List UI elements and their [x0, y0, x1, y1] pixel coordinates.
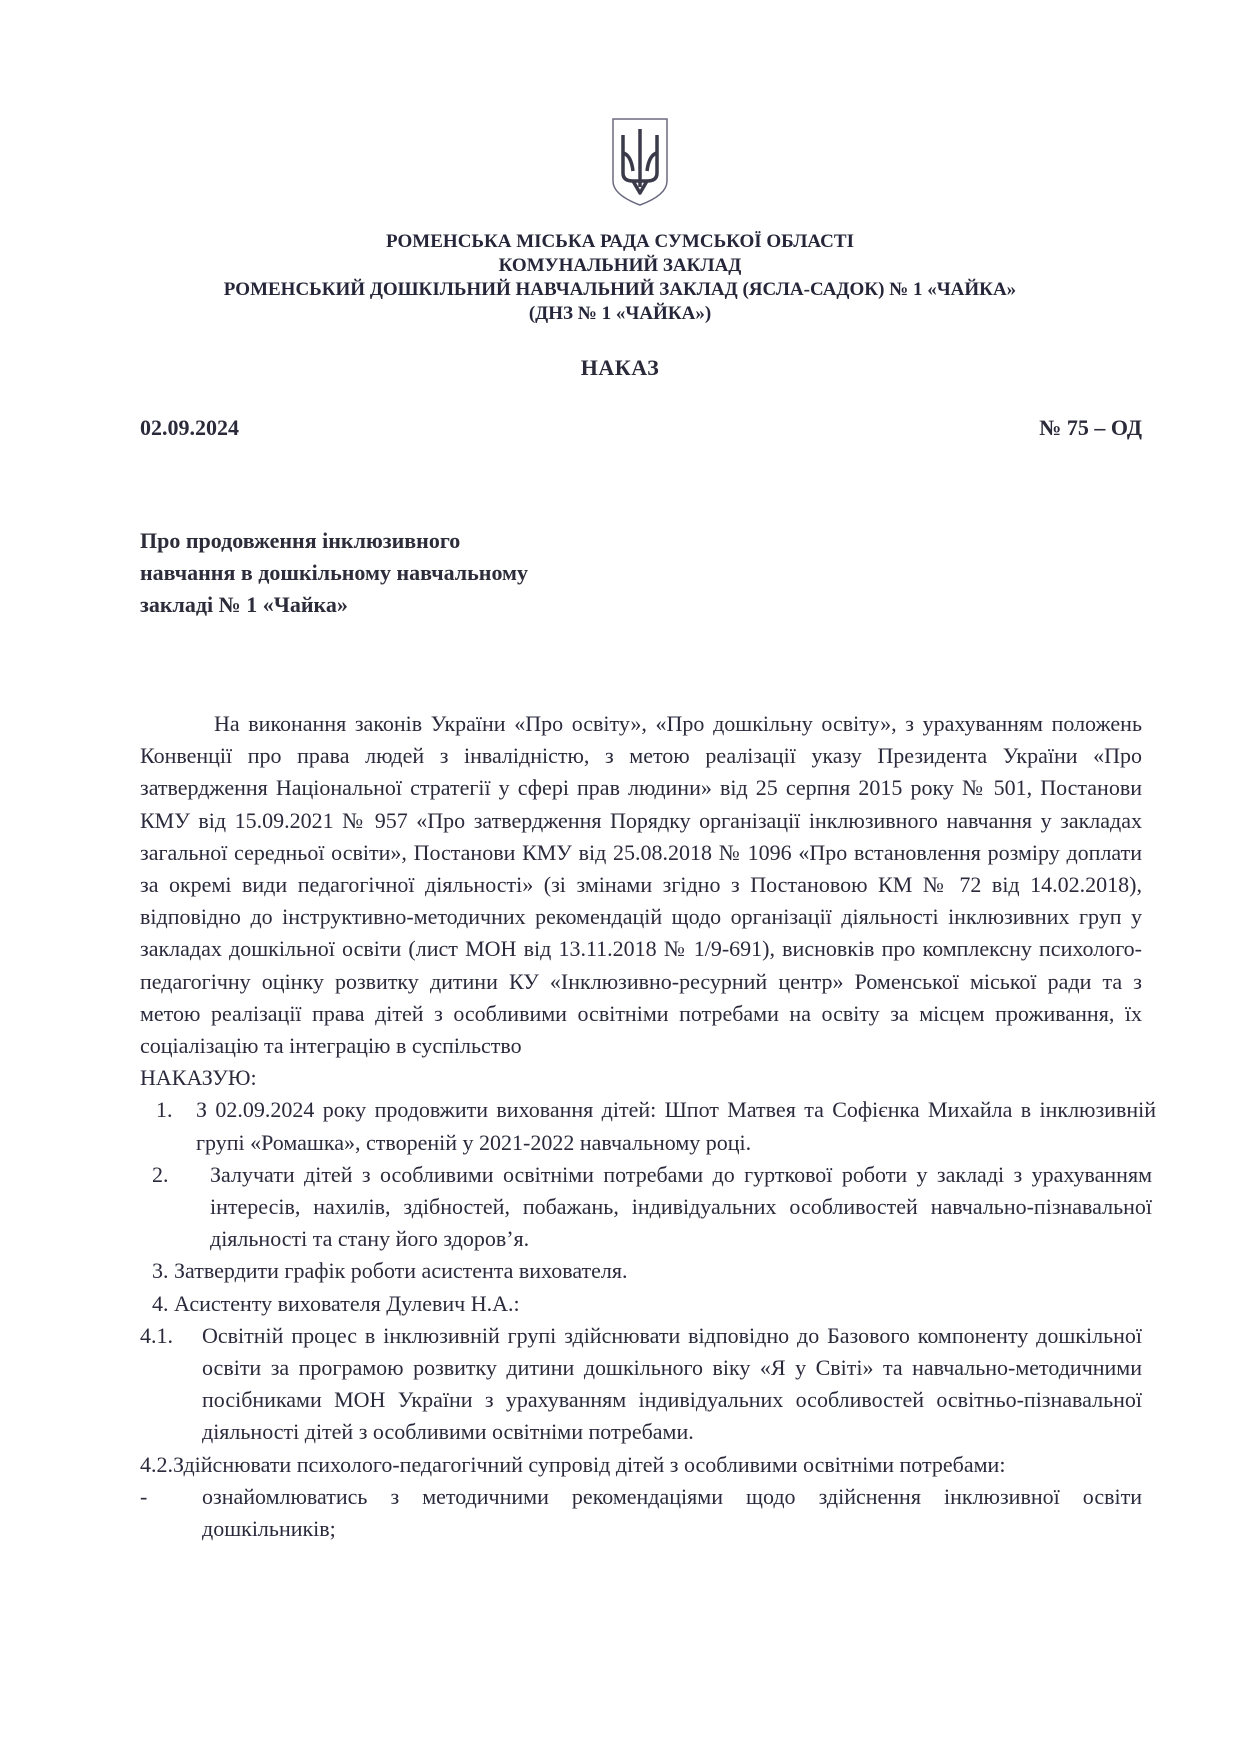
- document-date: 02.09.2024: [140, 415, 239, 440]
- preamble-paragraph: На виконання законів України «Про освіту», «Про дошкільну освіту», з урахуванням положень Конвенції про права людей з інвалідністю, з метою реалізації указу Президента України «Про затвердження Національної стратегії у сфері прав людини» від 25 серпня 2015 року № 501, Постанови КМУ від 15.09.2021 № 957 «Про затвердження Порядку організації інклюзивного навчання у закладах загальної середньої освіти», Постанови КМУ від 25.08.2018 № 1096 «Про встановлення розміру доплати за окремі види педагогічної діяльності» (зі змінами згідно з Постановою КМ № 72 від 14.02.2018), відповідно до інструктивно-методичних рекомендацій щодо організації діяльності інклюзивних груп у закладах дошкільної освіти (лист МОН від 13.11.2018 № 1/9-691), висновків про комплексну психолого-педагогічну оцінку розвитку дитини КУ «Інклюзивно-ресурний центр» Роменської міської ради та з метою реалізації права дітей з особливими освітніми потребами на освіту за місцем проживання, їх соціалізацію та інтеграцію в суспільство: [140, 711, 1142, 1059]
- document-type-title: НАКАЗ: [580, 355, 660, 380]
- header-line-type: КОМУНАЛЬНИЙ ЗАКЛАД: [498, 255, 742, 276]
- header-line-institution: РОМЕНСЬКИЙ ДОШКІЛЬНИЙ НАВЧАЛЬНИЙ ЗАКЛАД (ЯСЛА-САДОК) № 1 «ЧАЙКА»: [223, 279, 1017, 300]
- document-number: № 75 – ОД: [1039, 415, 1142, 440]
- coat-of-arms-trident-icon: [611, 115, 669, 207]
- institution-header: [0, 230, 1240, 326]
- item-text: Залучати дітей з особливими освітніми потребами до гурткової роботи у закладі з урахуванням інтересів, нахилів, здібностей, побажань, індивідуальних особливостей навчально-пізнавальної діяльності та стану його здоров’я.: [210, 1161, 1152, 1252]
- order-item: [140, 1159, 1152, 1256]
- document-body: [140, 708, 1156, 1545]
- item-number: 2.: [152, 1161, 169, 1187]
- order-item: [140, 1255, 1142, 1287]
- order-subitem: [140, 1449, 1142, 1481]
- order-word: НАКАЗУЮ:: [140, 1065, 257, 1091]
- item-text: Здійснювати психолого-педагогічний супровід дітей з особливими освітніми потребами:: [173, 1451, 1006, 1477]
- order-item: [140, 1094, 1156, 1158]
- item-number: 4.1.: [140, 1322, 173, 1348]
- order-item: [140, 1288, 1142, 1320]
- item-number: 4.: [152, 1290, 169, 1316]
- item-text: Затвердити графік роботи асистента вихователя.: [174, 1258, 628, 1284]
- item-text: З 02.09.2024 року продовжити виховання дітей: Шпот Матвея та Софієнка Михайла в інклюзивній групі «Ромашка», створеній у 2021-2022 навчальному році.: [196, 1097, 1156, 1155]
- document-subject: [140, 525, 660, 621]
- item-number: 3.: [152, 1258, 169, 1284]
- item-text: Асистенту вихователя Дулевич Н.А.:: [174, 1290, 520, 1316]
- order-subitem: [140, 1320, 1142, 1449]
- subject-line: Про продовження інклюзивного: [140, 528, 461, 553]
- item-text: ознайомлюватись з методичними рекомендаціями щодо здійснення інклюзивної освіти дошкільників;: [202, 1483, 1142, 1542]
- subject-line: закладі № 1 «Чайка»: [140, 592, 348, 617]
- subject-line: навчання в дошкільному навчальному: [140, 560, 529, 585]
- item-number: 1.: [156, 1097, 173, 1123]
- header-line-abbr: (ДНЗ № 1 «ЧАЙКА»): [528, 303, 712, 324]
- bullet-dash: -: [140, 1483, 148, 1509]
- item-text: Освітній процес в інклюзивній групі здійснювати відповідно до Базового компоненту дошкільної освіти за програмою розвитку дитини дошкільного віку «Я у Світі» та навчально-методичними посібниками МОН України з урахуванням індивідуальних особливостей освітньо-пізнавальної діяльності дітей з особливими освітніми потребами.: [202, 1322, 1142, 1445]
- item-number: 4.2.: [140, 1451, 173, 1477]
- order-bullet-item: [140, 1481, 1142, 1545]
- header-line-council: РОМЕНСЬКА МІСЬКА РАДА СУМСЬКОЇ ОБЛАСТІ: [386, 231, 854, 252]
